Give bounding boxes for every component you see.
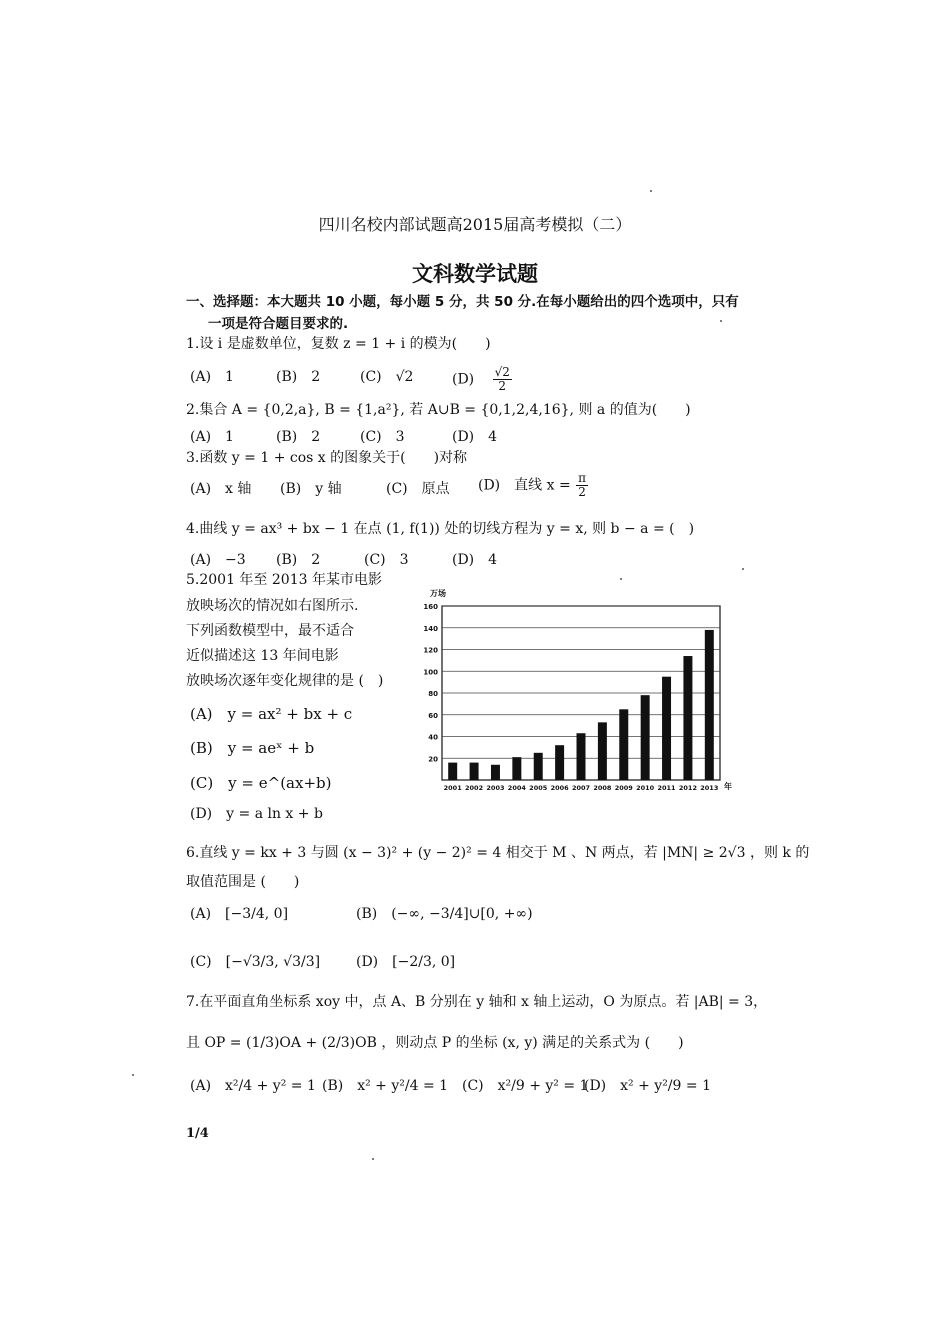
q7-option-b: (B) x² + y²/4 = 1	[322, 1078, 449, 1094]
chart-bar	[705, 630, 714, 780]
q1-option-d-label: (D)	[452, 371, 475, 388]
q4-option-d: (D) 4	[452, 552, 498, 568]
x-tick-label: 2009	[614, 784, 633, 792]
chart-bar	[641, 695, 650, 780]
y-tick-label: 60	[428, 711, 438, 720]
section-instruction-line2: 一项是符合题目要求的.	[208, 316, 349, 332]
page-number: 1/4	[186, 1126, 209, 1141]
chart-bar	[555, 745, 564, 780]
scan-speck	[132, 1074, 134, 1076]
q5-stem-line4: 近似描述这 13 年间电影	[186, 648, 339, 664]
q5-stem-line3: 下列函数模型中，最不适合	[186, 623, 354, 639]
q2-option-d: (D) 4	[452, 429, 498, 445]
q5-option-a: (A) y = ax² + bx + c	[190, 705, 353, 723]
q5-stem-line2: 放映场次的情况如右图所示.	[186, 598, 359, 614]
q5-option-d: (D) y = a ln x + b	[190, 806, 323, 822]
q1-option-a: (A) 1	[190, 369, 234, 385]
scan-speck	[650, 190, 652, 192]
scan-speck	[720, 320, 722, 322]
scan-speck	[742, 568, 744, 570]
chart-bar	[598, 722, 607, 780]
chart-bar	[577, 733, 586, 780]
q2-option-a: (A) 1	[190, 429, 234, 445]
y-tick-label: 20	[428, 755, 438, 764]
q5-option-b: (B) y = aeˣ + b	[190, 739, 315, 757]
q4-stem: 4.曲线 y = ax³ + bx − 1 在点 (1, f(1)) 处的切线方程为 y = x, 则 b − a = ( )	[186, 521, 695, 537]
scan-speck	[620, 578, 622, 580]
q2-stem: 2.集合 A = {0,2,a}, B = {1,a²}, 若 A∪B = {0,1,2,4,16}, 则 a 的值为( )	[186, 402, 691, 418]
q1-option-c: (C) √2	[360, 369, 414, 385]
x-tick-label: 2008	[593, 784, 612, 792]
q7-option-a: (A) x²/4 + y² = 1	[190, 1078, 316, 1094]
q3-option-c: (C) 原点	[386, 481, 450, 497]
q6-option-d: (D) [−2/3, 0]	[356, 954, 456, 970]
x-axis-label: 年	[724, 782, 732, 791]
q1-stem: 1.设 i 是虚数单位，复数 z = 1 + i 的模为( )	[186, 336, 491, 352]
q5-stem-line5: 放映场次逐年变化规律的是 ( )	[186, 673, 384, 689]
x-tick-label: 2006	[550, 784, 569, 792]
chart-bar	[491, 765, 500, 780]
q3-option-a: (A) x 轴	[190, 481, 252, 497]
q5-bar-chart	[412, 584, 742, 796]
q2-option-b: (B) 2	[276, 429, 321, 445]
x-tick-label: 2003	[486, 784, 505, 792]
q6-stem-line2: 取值范围是 ( )	[186, 874, 300, 890]
q1-d-numerator: √2	[494, 365, 510, 379]
q7-stem-line2: 且 OP = (1/3)OA + (2/3)OB ，则动点 P 的坐标 (x, y) 满足的关系式为 ( )	[186, 1035, 684, 1051]
q3-option-d	[478, 472, 589, 499]
q3-option-d-label: (D) 直线 x =	[478, 477, 571, 494]
x-tick-label: 2001	[443, 784, 462, 792]
q7-option-d: (D) x² + y²/9 = 1	[584, 1078, 711, 1094]
x-tick-label: 2007	[571, 784, 591, 792]
x-tick-label: 2012	[678, 784, 697, 792]
x-tick-label: 2010	[636, 784, 655, 792]
x-tick-label: 2011	[657, 784, 676, 792]
q2-option-c: (C) 3	[360, 429, 405, 445]
chart-bar	[512, 757, 521, 780]
q6-option-a: (A) [−3/4, 0]	[190, 906, 289, 922]
chart-bar	[470, 763, 479, 780]
section-instruction-line1: 一、选择题：本大题共 10 小题，每小题 5 分，共 50 分.在每小题给出的四个选项中，只有	[186, 294, 739, 310]
q4-option-b: (B) 2	[276, 552, 321, 568]
chart-bar	[662, 677, 671, 780]
school-line: 四川名校内部试题高2015届高考模拟（二）	[318, 215, 632, 234]
q6-option-c: (C) [−√3/3, √3/3]	[190, 954, 321, 970]
y-axis-label: 万场	[430, 589, 446, 598]
q5-stem-line1: 5.2001 年至 2013 年某市电影	[186, 572, 382, 588]
x-tick-label: 2002	[465, 784, 484, 792]
q3-option-b: (B) y 轴	[280, 481, 342, 497]
q1-option-d-fraction	[493, 366, 512, 393]
y-tick-label: 100	[423, 668, 438, 677]
chart-bar	[683, 656, 692, 780]
q1-option-b: (B) 2	[276, 369, 321, 385]
x-tick-label: 2005	[529, 784, 548, 792]
q4-option-c: (C) 3	[364, 552, 409, 568]
q3-stem: 3.函数 y = 1 + cos x 的图象关于( )对称	[186, 450, 468, 466]
x-tick-label: 2013	[700, 784, 719, 792]
q3-d-denominator: 2	[578, 485, 586, 499]
q7-option-c: (C) x²/9 + y² = 1	[462, 1078, 589, 1094]
x-tick-label: 2004	[507, 784, 526, 792]
q3-d-numerator: π	[578, 471, 587, 485]
q5-option-c: (C) y = e^(ax+b)	[190, 774, 332, 792]
q6-option-b: (B) (−∞, −3/4]∪[0, +∞)	[356, 906, 533, 922]
q4-option-a: (A) −3	[190, 552, 246, 568]
y-tick-label: 40	[428, 733, 438, 742]
subject-title: 文科数学试题	[412, 261, 538, 286]
q1-d-denominator: 2	[498, 379, 507, 393]
q1-option-d	[452, 366, 513, 393]
y-tick-label: 140	[423, 624, 438, 633]
q3-option-d-fraction	[576, 472, 588, 499]
chart-bar	[619, 709, 628, 780]
y-tick-label: 120	[423, 646, 438, 655]
y-tick-label: 160	[423, 603, 438, 611]
q7-stem-line1: 7.在平面直角坐标系 xoy 中，点 A、B 分别在 y 轴和 x 轴上运动，O 为原点。若 |AB| = 3，	[186, 994, 768, 1010]
scan-speck	[372, 1158, 374, 1160]
q6-stem-line1: 6.直线 y = kx + 3 与圆 (x − 3)² + (y − 2)² = 4 相交于 M 、N 两点，若 |MN| ≥ 2√3 ，则 k 的	[186, 845, 810, 861]
chart-bar	[534, 753, 543, 780]
y-tick-label: 80	[428, 690, 438, 698]
chart-bar	[448, 763, 457, 780]
